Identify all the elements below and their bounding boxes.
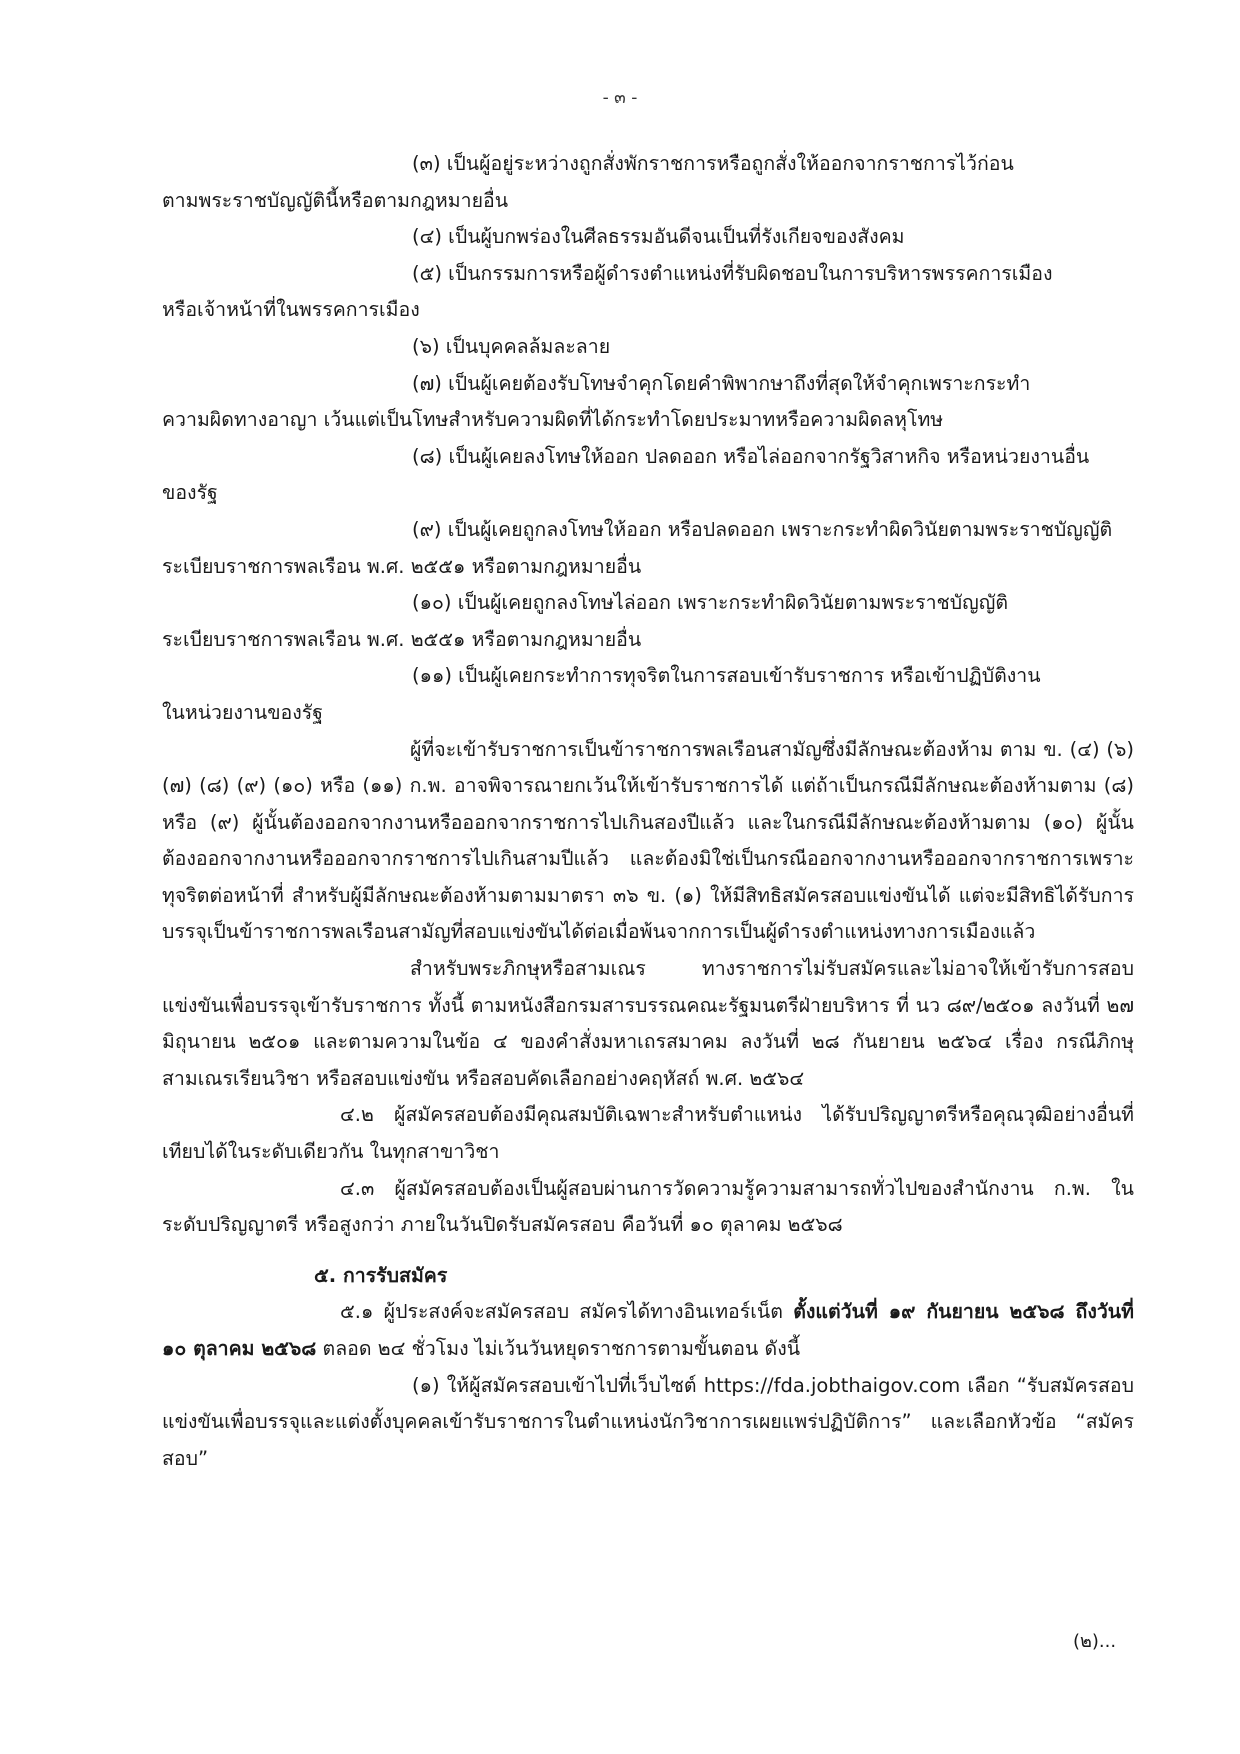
application-step-1: (๑) ให้ผู้สมัครสอบเข้าไปที่เว็บไซต์ https://fda.jobthaigov.com เลือก “รับสมัครสอบแข่งขันเพื่อบรรจุและแต่งตั้งบุคคลเข้ารับราชการในตำแหน่งนักวิชาการเผยแพร่ปฏิบัติการ” และเลือกหัวข้อ “สมัครสอบ” bbox=[162, 1373, 1134, 1470]
document-body bbox=[162, 146, 1134, 1477]
application-5-1 bbox=[162, 1294, 1134, 1367]
item-3-line1: (๓) เป็นผู้อยู่ระหว่างถูกสั่งพักราชการหรือถูกสั่งให้ออกจากราชการไว้ก่อน bbox=[412, 152, 1014, 175]
item-5-line1: (๕) เป็นกรรมการหรือผู้ดำรงตำแหน่งที่รับผิดชอบในการบริหารพรรคการเมือง bbox=[412, 261, 1053, 285]
monks-paragraph: สำหรับพระภิกษุหรือสามเณร ทางราชการไม่รับสมัครและไม่อาจให้เข้ารับการสอบแข่งขันเพื่อบรรจุเข้ารับราชการ ทั้งนี้ ตามหนังสือกรมสารบรรณคณะรัฐมนตรีฝ่ายบริหาร ที่ นว ๘๙/๒๕๐๑ ลงวันที่ ๒๗ มิถุนายน ๒๕๐๑ และตามความในข้อ ๔ ของคำสั่งมหาเถรสมาคม ลงวันที่ ๒๘ กันยายน ๒๕๖๔ เรื่อง กรณีภิกษุสามเณรเรียนวิชา หรือสอบแข่งขัน หรือสอบคัดเลือกอย่างคฤหัสถ์ พ.ศ. ๒๕๖๔ bbox=[162, 957, 1134, 1090]
item-8-line1: (๘) เป็นผู้เคยลงโทษให้ออก ปลดออก หรือไล่ออกจากรัฐวิสาหกิจ หรือหน่วยงานอื่น bbox=[412, 444, 1090, 468]
item-5-line2: หรือเจ้าหน้าที่ในพรรคการเมือง bbox=[162, 298, 420, 322]
item-11-line2: ในหน่วยงานของรัฐ bbox=[162, 700, 324, 724]
item-10-line1: (๑๐) เป็นผู้เคยถูกลงโทษไล่ออก เพราะกระทำผิดวินัยตามพระราชบัญญัติ bbox=[412, 591, 1009, 615]
page-number: - ๓ - bbox=[602, 88, 638, 108]
qualification-4-2: ๔.๒ ผู้สมัครสอบต้องมีคุณสมบัติเฉพาะสำหรับตำแหน่ง ได้รับปริญญาตรีหรือคุณวุฒิอย่างอื่นที่เทียบได้ในระดับเดียวกัน ในทุกสาขาวิชา bbox=[162, 1103, 1134, 1164]
qualification-4-3: ๔.๓ ผู้สมัครสอบต้องเป็นผู้สอบผ่านการวัดความรู้ความสามารถทั่วไปของสำนักงาน ก.พ. ในระดับปริญญาตรี หรือสูงกว่า ภายในวันปิดรับสมัครสอบ คือวันที่ ๑๐ ตุลาคม ๒๕๖๘ bbox=[162, 1176, 1134, 1237]
next-page-marker: (๒)... bbox=[1073, 1631, 1117, 1652]
item-10-line2: ระเบียบราชการพลเรือน พ.ศ. ๒๕๕๑ หรือตามกฎหมายอื่น bbox=[162, 627, 642, 651]
item-6: (๖) เป็นบุคคลล้มละลาย bbox=[412, 334, 611, 358]
item-3-line2: ตามพระราชบัญญัตินี้หรือตามกฎหมายอื่น bbox=[162, 188, 509, 212]
application-period: ตั้งแต่วันที่ ๑๙ กันยายน ๒๕๖๘ ถึงวันที่ ๑๐ ตุลาคม ๒๕๖๘ bbox=[162, 1300, 1134, 1360]
item-9-line1: (๙) เป็นผู้เคยถูกลงโทษให้ออก หรือปลดออก เพราะกระทำผิดวินัยตามพระราชบัญญัติ bbox=[412, 517, 1113, 541]
item-9-line2: ระเบียบราชการพลเรือน พ.ศ. ๒๕๕๑ หรือตามกฎหมายอื่น bbox=[162, 554, 642, 578]
item-4: (๔) เป็นผู้บกพร่องในศีลธรรมอันดีจนเป็นที่รังเกียจของสังคม bbox=[412, 225, 905, 249]
exemption-paragraph: ผู้ที่จะเข้ารับราชการเป็นข้าราชการพลเรือนสามัญซึ่งมีลักษณะต้องห้าม ตาม ข. (๔) (๖) (๗) (๘) (๙) (๑๐) หรือ (๑๑) ก.พ. อาจพิจารณายกเว้นให้เข้ารับราชการได้ แต่ถ้าเป็นกรณีมีลักษณะต้องห้ามตาม (๘) หรือ (๙) ผู้นั้นต้องออกจากงานหรือออกจากราชการไปเกินสองปีแล้ว และในกรณีมีลักษณะต้องห้ามตาม (๑๐) ผู้นั้นต้องออกจากงานหรือออกจากราชการไปเกินสามปีแล้ว และต้องมิใช่เป็นกรณีออกจากงานหรือออกจากราชการเพราะทุจริตต่อหน้าที่ สำหรับผู้มีลักษณะต้องห้ามตามมาตรา ๓๖ ข. (๑) ให้มีสิทธิสมัครสอบแข่งขันได้ แต่จะมีสิทธิได้รับการบรรจุเป็นข้าราชการพลเรือนสามัญที่สอบแข่งขันได้ต่อเมื่อพ้นจากการเป็นผู้ดำรงตำแหน่งทางการเมืองแล้ว bbox=[162, 737, 1134, 944]
section-5-heading: ๕. การรับสมัคร bbox=[314, 1263, 448, 1287]
item-7-line2: ความผิดทางอาญา เว้นแต่เป็นโทษสำหรับความผิดที่ได้กระทำโดยประมาทหรือความผิดลหุโทษ bbox=[162, 408, 944, 432]
item-7-line1: (๗) เป็นผู้เคยต้องรับโทษจำคุกโดยคำพิพากษาถึงที่สุดให้จำคุกเพราะกระทำ bbox=[412, 371, 1031, 395]
application-5-1-post: ตลอด ๒๔ ชั่วโมง ไม่เว้นวันหยุดราชการตามขั้นตอน ดังนี้ bbox=[316, 1337, 801, 1360]
application-5-1-pre: ๕.๑ ผู้ประสงค์จะสมัครสอบ สมัครได้ทางอินเทอร์เน็ต bbox=[340, 1300, 794, 1324]
item-11-line1: (๑๑) เป็นผู้เคยกระทำการทุจริตในการสอบเข้ารับราชการ หรือเข้าปฏิบัติงาน bbox=[412, 664, 1041, 688]
item-8-line2: ของรัฐ bbox=[162, 481, 218, 505]
